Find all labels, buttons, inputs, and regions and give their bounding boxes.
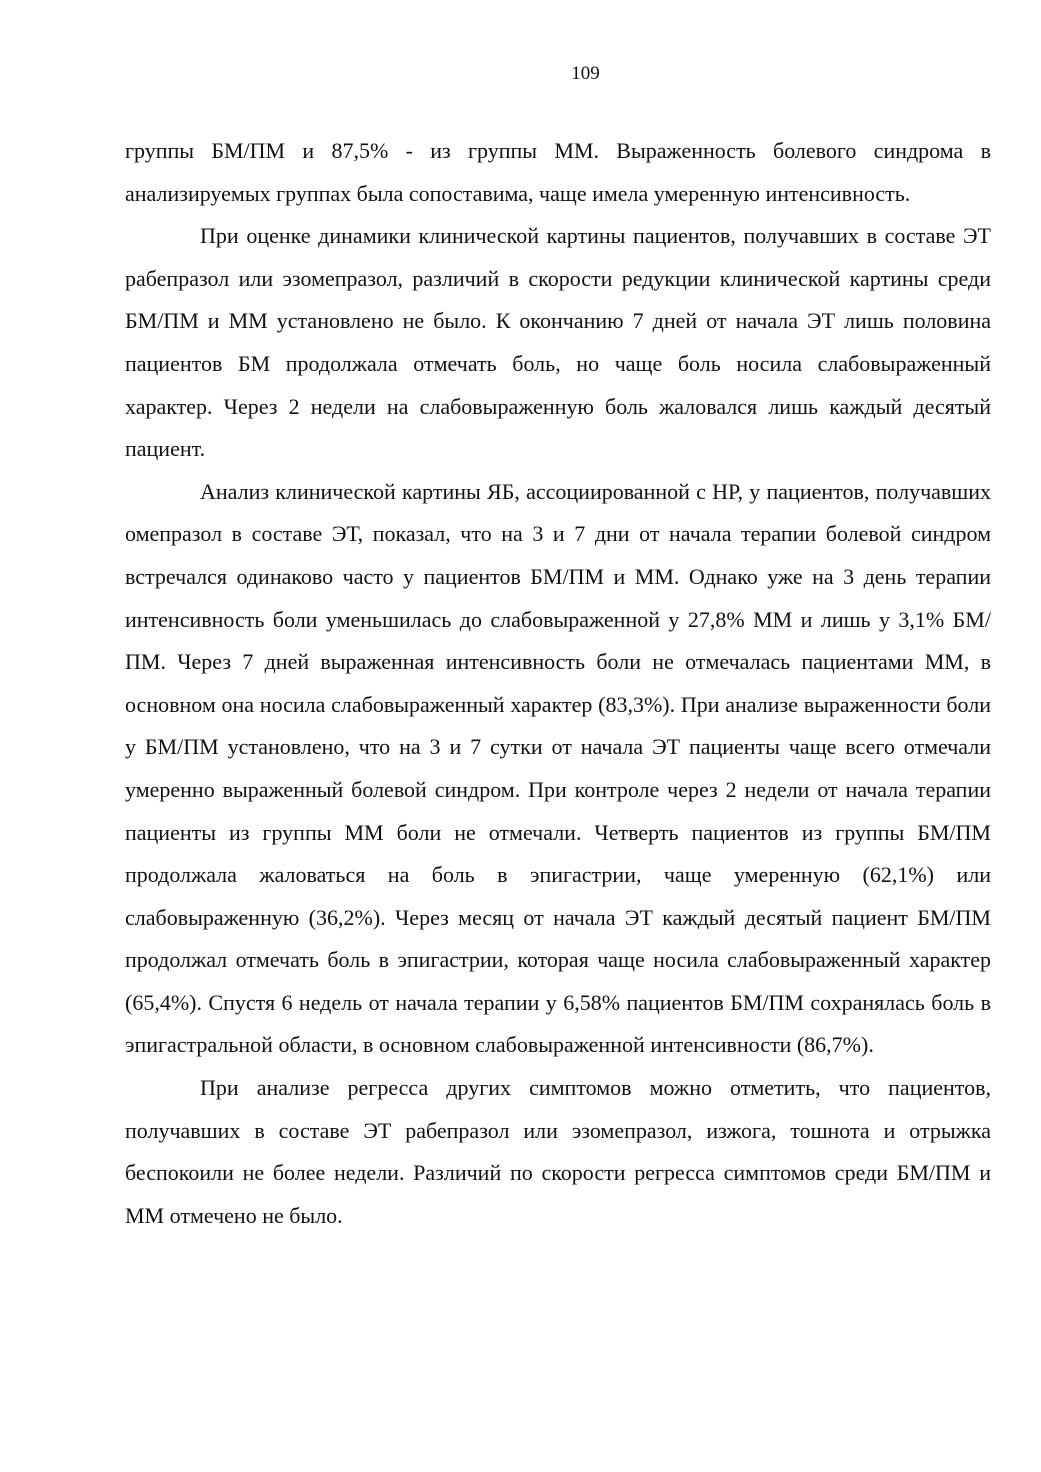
paragraph-2: При оценке динамики клинической картины пациентов, получавших в составе ЭТ рабепразол или эзомепразол, различий в скорости редукции клинической картины среди БМ/ПМ и ММ установлено не было. К окончанию 7 дней от начала ЭТ лишь половина пациентов БМ продолжала отмечать боль, но чаще боль носила слабовыраженный характер. Через 2 недели на слабовыраженную боль жаловался лишь каждый десятый пациент. (125, 223, 991, 462)
paragraph-4: При анализе регресса других симптомов можно отметить, что пациентов, получавших в составе ЭТ рабепразол или эзомепразол, изжога, тошнота и отрыжка беспокоили не более недели. Различий по скорости регресса симптомов среди БМ/ПМ и ММ отмечено не было. (125, 1075, 991, 1228)
paragraph-3: Анализ клинической картины ЯБ, ассоциированной с НР, у пациентов, получавших омепразол в составе ЭТ, показал, что на 3 и 7 дни от начала терапии болевой синдром встречался одинаково часто у пациентов БМ/ПМ и ММ. Однако уже на 3 день терапии интенсивность боли уменьшилась до слабовыраженной у 27,8% ММ и лишь у 3,1% БМ/ПМ. Через 7 дней выраженная интенсивность боли не отмечалась пациентами ММ, в основном она носила слабовыраженный характер (83,3%). При анализе выраженности боли у БМ/ПМ установлено, что на 3 и 7 сутки от начала ЭТ пациенты чаще всего отмечали умеренно выраженный болевой синдром. При контроле через 2 недели от начала терапии пациенты из группы ММ боли не отмечали. Четверть пациентов из группы БМ/ПМ продолжала жаловаться на боль в эпигастрии, чаще умеренную (62,1%) или слабовыраженную (36,2%). Через месяц от начала ЭТ каждый десятый пациент БМ/ПМ продолжал отмечать боль в эпигастрии, которая чаще носила слабовыраженный характер (65,4%). Спустя 6 недель от начала терапии у 6,58% пациентов БМ/ПМ сохранялась боль в эпигастральной области, в основном слабовыраженной интенсивности (86,7%). (125, 478, 991, 1058)
page-number: 109 (571, 63, 600, 84)
paragraph-1: группы БМ/ПМ и 87,5% - из группы ММ. Выраженность болевого синдрома в анализируемых группах была сопоставима, чаще имела умеренную интенсивность. (125, 138, 991, 206)
body-text (125, 130, 991, 1237)
